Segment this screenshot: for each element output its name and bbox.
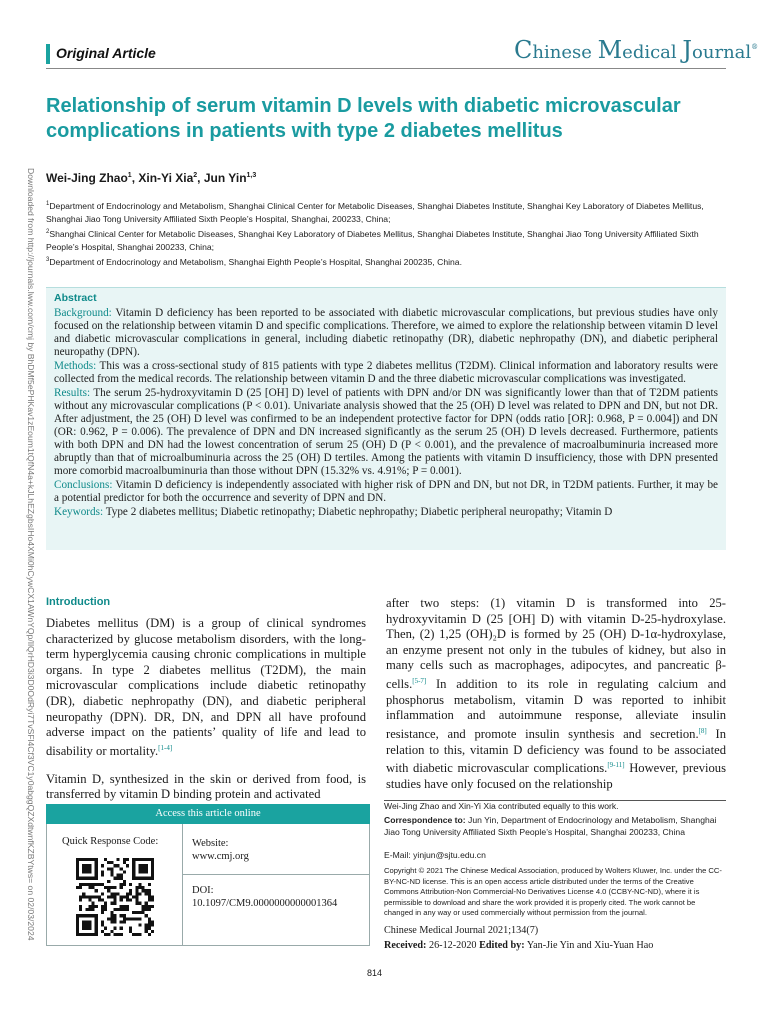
received-line: Received: 26-12-2020 Edited by: Yan-Jie Yin and Xiu-Yuan Hao: [384, 940, 654, 951]
citation-link[interactable]: [9-11]: [607, 761, 625, 770]
journal-name: Chinese Medical Journal®: [514, 36, 759, 64]
website-link[interactable]: www.cmj.org: [192, 851, 249, 862]
affiliation: $^3$Department of Endocrinology and Metabolism, Shanghai Eighth People’s Hospital, Shanghai 200235, China.: [46, 256, 462, 267]
page-number: 814: [367, 968, 383, 978]
doi-label: DOI:: [192, 885, 214, 896]
correspondence-email[interactable]: E-Mail: yinjun@sjtu.edu.cn: [384, 850, 486, 860]
citation-link[interactable]: [1-4]: [158, 743, 173, 752]
header-rule: [46, 68, 726, 69]
body-column-right: [386, 596, 726, 805]
article-title: Relationship of serum vitamin D levels with diabetic microvascular complications in patients with type 2 diabetes mellitus: [46, 95, 681, 142]
abstract-conclusions: Conclusions: Vitamin D deficiency is independently associated with higher risk of DPN and DN, but not DR, in T2DM patients. Further, it may be a potential predictor for both the occurrence and severity of DPN and DN.: [54, 479, 718, 504]
abstract-results: Results: The serum 25-hydroxyvitamin D (25 [OH] D) level of patients with DPN and/or DN was significantly lower than that of T2DM patients without any microvascular complications (P < 0.01). Univariate analysis showed that the 25 (OH) D level was related to DPN and DN, but not DR. After adjustment, the 25 (OH) D level was confirmed to be an independent protective factor for DPN (odds ratio [OR]: 0.968, P = 0.004]) and DN (OR: 0.962, P = 0.006). The prevalence of DPN and DN increased significantly as the serum 25 (OH) D levels decreased. Furthermore, patients with both DPN and DN had the lowest concentration of serum 25 (OH) D (P < 0.001), and the prevalence of macroalbuminuria increased more abruptly than that of microalbuminuria across the 25 (OH) D tertiles. Among the patients with vitamin D insufficiency, those with DPN presented more comorbid macroalbuminuria than those without DPN (15.32% vs. 4.91%; P = 0.001).: [54, 387, 718, 477]
affiliation: $^1$Department of Endocrinology and Metabolism, Shanghai Clinical Center for Metabolic Diseases, Shanghai Diabetes Institute, Shanghai Key Laboratory of Diabetes Mellitus, Shanghai Jiao Tong University Affiliated Sixth People’s Hospital, Shanghai, 200233, China;: [46, 200, 704, 224]
article-type: Original Article: [56, 45, 156, 61]
author-name: Jun Yin: [203, 171, 247, 185]
citation-link[interactable]: [8]: [698, 726, 707, 735]
equal-contribution-note: Wei-Jing Zhao and Xin-Yi Xia contributed equally to this work.: [384, 801, 619, 811]
paragraph: after two steps: (1) vitamin D is transformed into 25-hydroxyvitamin D (25 [OH] D) with vitamin D-25-hydroxylase. Then, (2) 1,25 (OH)₂D is formed by 25 (OH) D-1α-hydroxylase, an enzyme present not only in the tubules of kidney, but also in many cells such as macrophages, adipocytes, and pancreatic β-cells.[5-7] In addition to its role in regulating calcium and phosphorus metabolism, vitamin D was reported to inhibit inflammation and autoimmune response, alleviate insulin resistance, and promote insulin synthesis and secretion.[8] In relation to this, vitamin D deficiency was found to be associated with diabetic microvascular complications.[9-11] However, previous studies have only focused on the relationship: [386, 596, 727, 792]
doi-link[interactable]: 10.1097/CM9.0000000000001364: [192, 898, 338, 909]
author-name: Xin-Yi Xia: [138, 171, 194, 185]
qr-code-icon[interactable]: [76, 858, 154, 936]
access-divider: [182, 874, 369, 875]
author-list: Wei-Jing Zhao$^1$, Xin-Yi Xia$^2$, Jun Yin$^{1,3}$: [46, 171, 257, 185]
paragraph: Vitamin D, synthesized in the skin or derived from food, is transferred by vitamin D binding protein and activated: [46, 771, 366, 802]
download-watermark: Downloaded from http://journals.lww.com/cmj by BhDMf5ePHKav1zEoum1tQfN4a+kJLhEZgbsIHo4XMi0hCywCX1AWnYQp/IlQrHD3i3D0OdRyi7TvSFl4Cf3VC1y0abggQZXdtwnfKZBYtws= on 02/03/2024: [26, 168, 36, 941]
author-name: Wei-Jing Zhao: [46, 171, 128, 185]
website-label: Website:: [192, 838, 229, 849]
abstract: [54, 292, 718, 520]
correspondence: Correspondence to: Jun Yin, Department of Endocrinology and Metabolism, Shanghai Jiao Tong University Affiliated Sixth People’s Hospital, Shanghai 200233, China: [384, 815, 717, 837]
abstract-methods: Methods: This was a cross-sectional study of 815 patients with type 2 diabetes mellitus (T2DM). Clinical information and laboratory results were collected from the medical records. The relationship between vitamin D and the three diabetic microvascular complications was investigated.: [54, 360, 718, 385]
copyright-notice: Copyright © 2021 The Chinese Medical Association, produced by Wolters Kluwer, Inc. under the CC-BY-NC-ND license. This is an open access article distributed under the terms of the Creative Commons Attribution-Non Commercial-No Derivatives License 4.0 (CCBY-NC-ND), where it is permissible to download and share the work provided it is properly cited. The work cannot be changed in any way or used commercially without permission from the journal.: [384, 866, 722, 918]
affiliation: $^2$Shanghai Clinical Center for Metabolic Diseases, Shanghai Key Laboratory of Diabetes Mellitus, Shanghai Diabetes Institute, Shanghai Jiao Tong University Affiliated Sixth People’s Hospital, Shanghai 200233, China;: [46, 228, 699, 252]
abstract-keywords: Keywords: Type 2 diabetes mellitus; Diabetic retinopathy; Diabetic nephropathy; Diabetic peripheral neuropathy; Vitamin D: [54, 506, 613, 518]
citation-line: Chinese Medical Journal 2021;134(7): [384, 925, 539, 936]
abstract-heading: Abstract: [54, 292, 97, 304]
section-heading-introduction: Introduction: [46, 596, 111, 608]
body-column-left: [46, 616, 366, 815]
citation-link[interactable]: [5-7]: [412, 676, 427, 685]
paragraph: Diabetes mellitus (DM) is a group of clinical syndromes characterized by glucose metabolism disorders, with the long-term hyperglycemia causing chronic complications in multiple organs. In type 2 diabetes mellitus (T2DM), the main microvascular complications include diabetic retinopathy (DR), diabetic nephropathy (DN), and diabetic peripheral neuropathy (DPN). DR, DN, and DPN all have profound adverse impact on the patients’ quality of life and lead to disability or mortality.[1-4]: [46, 616, 366, 758]
qr-label: Quick Response Code:: [62, 836, 159, 847]
access-online-heading: Access this article online: [46, 804, 370, 824]
header-accent-bar: [46, 44, 50, 64]
abstract-background: Background: Vitamin D deficiency has been reported to be associated with diabetic microvascular complications, but previous studies have only focused on the relationship between vitamin D and specific complications. Therefore, we aimed to explore the relationship between vitamin D level and diabetic microvascular complications in general, including diabetic retinopathy (DR), diabetic nephropathy (DN), and diabetic peripheral neuropathy (DPN).: [54, 307, 718, 358]
access-divider: [182, 824, 183, 945]
